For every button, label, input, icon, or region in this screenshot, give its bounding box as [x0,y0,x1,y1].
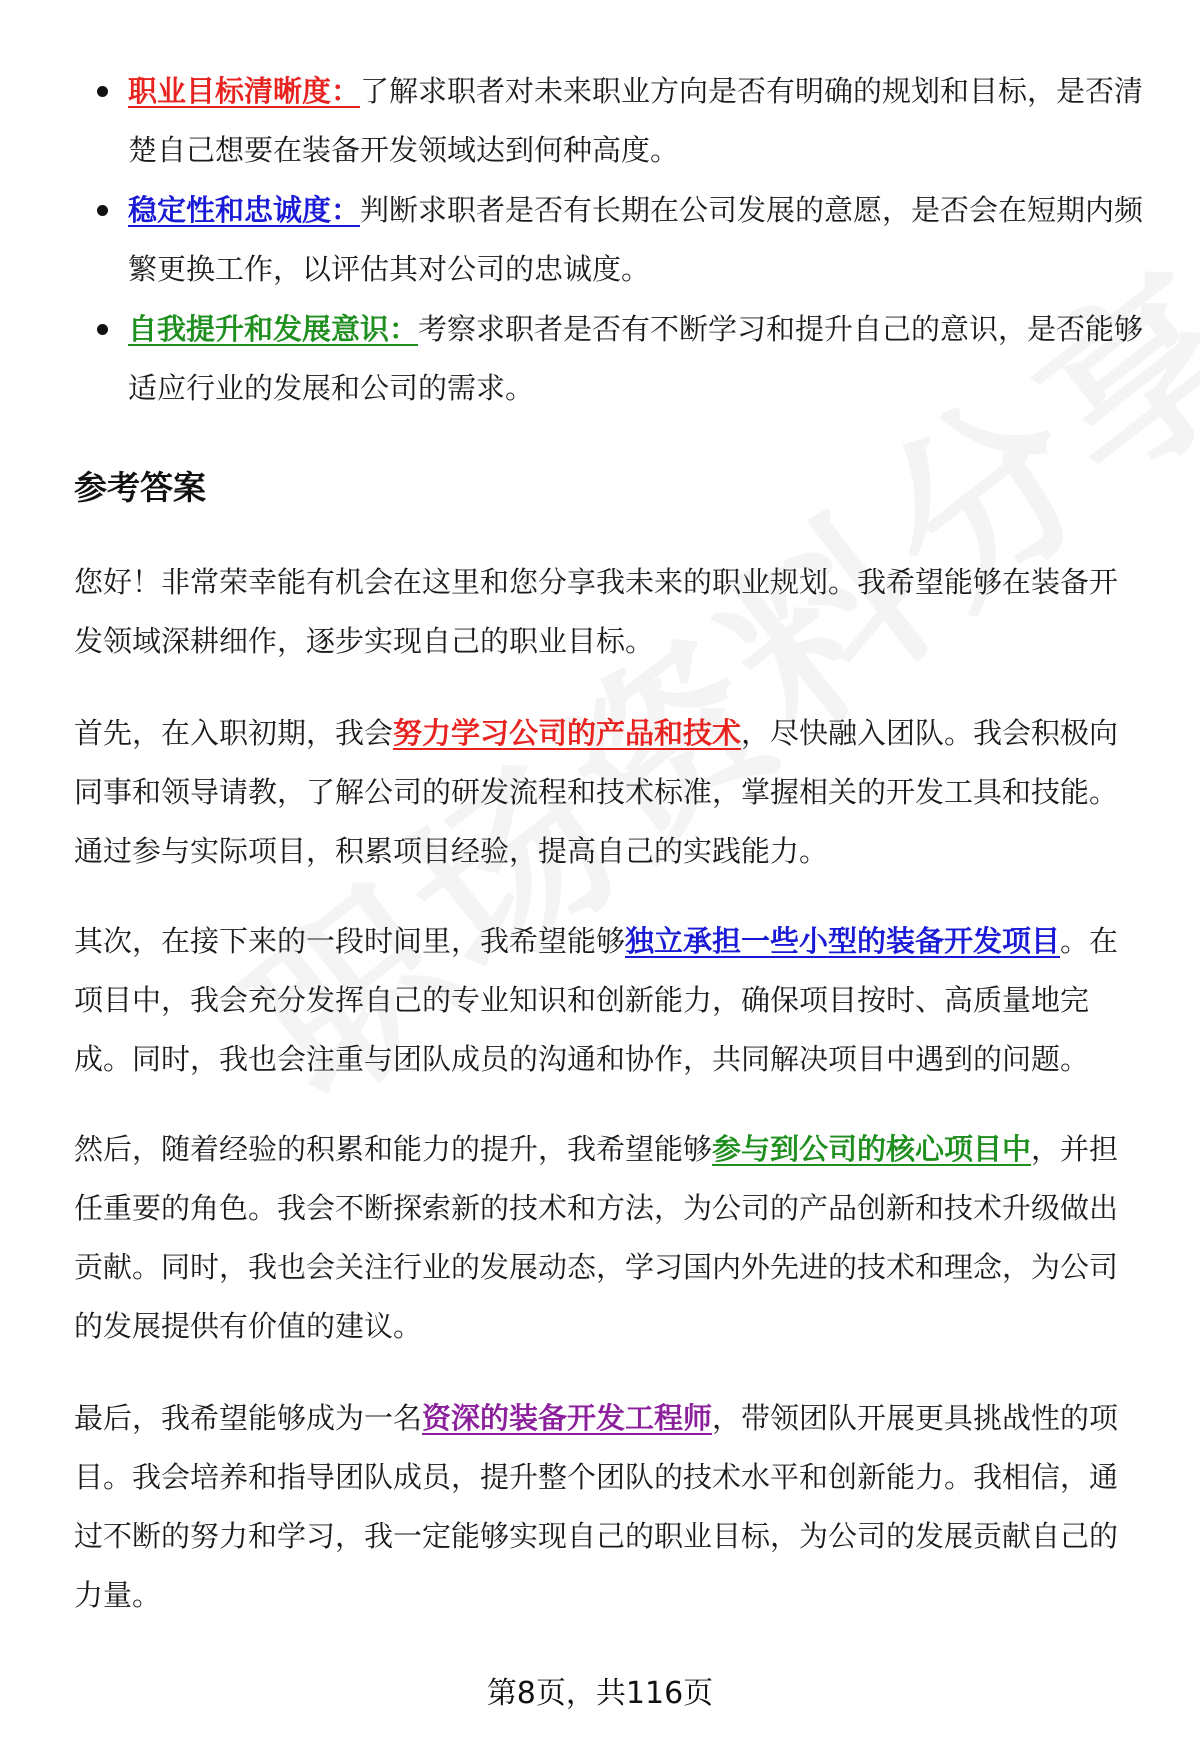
criteria-keyword: 稳定性和忠诚度： [128,193,361,227]
bullet-icon [97,86,108,97]
criteria-list [74,62,1144,419]
answer-paragraph-second [74,912,1144,1089]
paragraph-text: ，带领团队开展更具挑战性的项目。我会培养和指导团队成员，提升整个团队的技术水平和创新能力。我相信，通过不断的努力和学习，我一定能够实现自己的职业目标，为公司的发展贡献自己的力量。 [74,1401,1119,1612]
answer-paragraph-intro [74,553,1144,671]
highlight-text: 努力学习公司的产品和技术 [393,716,742,750]
criteria-keyword: 职业目标清晰度： [128,74,361,108]
highlight-text: 参与到公司的核心项目中 [712,1132,1032,1166]
bullet-icon [97,205,108,216]
answer-paragraph-third [74,1120,1144,1356]
criteria-text: 考察求职者是否有不断学习和提升自己的意识，是否能够适应行业的发展和公司的需求。 [128,312,1144,405]
criteria-text: 了解求职者对未来职业方向是否有明确的规划和目标，是否清楚自己想要在装备开发领域达到何种高度。 [128,74,1144,167]
paragraph-text: 最后，我希望能够成为一名 [74,1401,423,1435]
answer-paragraph-last [74,1389,1144,1625]
paragraph-text: ，并担任重要的角色。我会不断探索新的技术和方法，为公司的产品创新和技术升级做出贡献。同时，我也会关注行业的发展动态，学习国内外先进的技术和理念，为公司的发展提供有价值的建议。 [74,1132,1119,1343]
list-item [74,62,1144,180]
criteria-keyword: 自我提升和发展意识： [128,312,419,346]
page-number: 第8页，共116页 [486,1676,714,1711]
criteria-text: 判断求职者是否有长期在公司发展的意愿，是否会在短期内频繁更换工作，以评估其对公司的忠诚度。 [128,193,1144,286]
paragraph-text: ，尽快融入团队。我会积极向同事和领导请教，了解公司的研发流程和技术标准，掌握相关的开发工具和技能。通过参与实际项目，积累项目经验，提高自己的实践能力。 [74,716,1119,868]
paragraph-text: 其次，在接下来的一段时间里，我希望能够 [74,924,626,958]
highlight-text: 资深的装备开发工程师 [422,1401,713,1435]
section-title: 参考答案 [74,468,206,507]
highlight-text: 独立承担一些小型的装备开发项目 [625,924,1061,958]
bullet-icon [97,324,108,335]
paragraph-text: 。在项目中，我会充分发挥自己的专业知识和创新能力，确保项目按时、高质量地完成。同时，我也会注重与团队成员的沟通和协作，共同解决项目中遇到的问题。 [74,924,1119,1076]
paragraph-text: 然后，随着经验的积累和能力的提升，我希望能够 [74,1132,713,1166]
paragraph-text: 您好！非常荣幸能有机会在这里和您分享我未来的职业规划。我希望能够在装备开发领域深耕细作，逐步实现自己的职业目标。 [74,565,1119,658]
list-item [74,181,1144,299]
list-item [74,300,1144,418]
answer-paragraph-first [74,704,1144,881]
paragraph-text: 首先，在入职初期，我会 [74,716,394,750]
